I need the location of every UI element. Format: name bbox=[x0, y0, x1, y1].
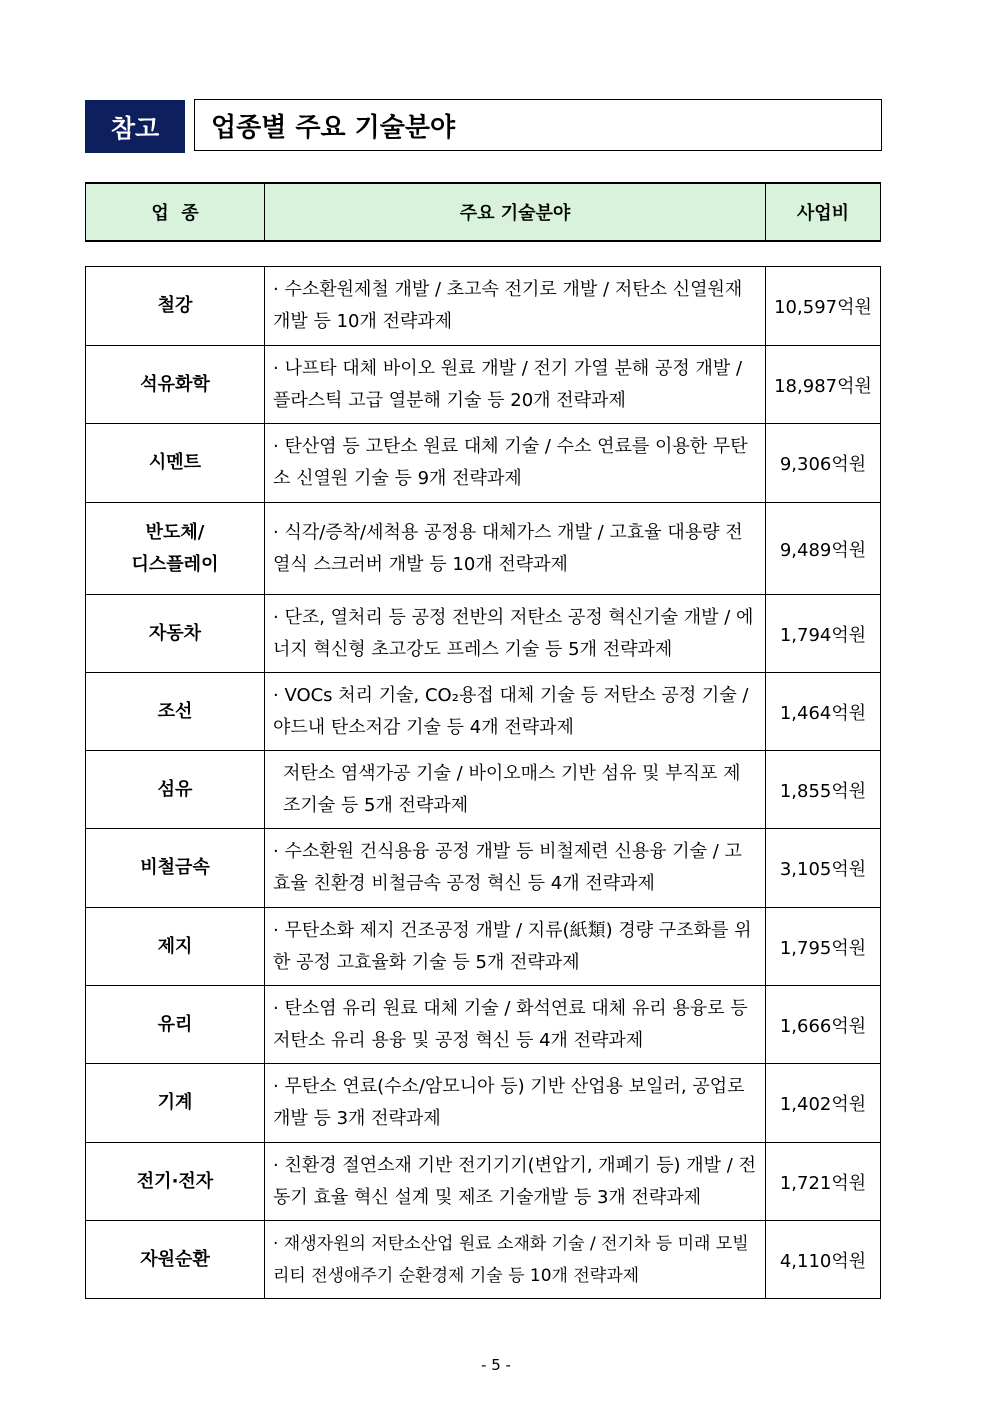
tech-cell: · 무탄소화 제지 건조공정 개발 / 지류(紙類) 경량 구조화를 위한 공정 고효율화 기술 등 5개 전략과제 bbox=[265, 908, 766, 986]
industry-cell: 섬유 bbox=[86, 751, 265, 829]
table-row bbox=[86, 346, 881, 424]
cost-cell: 1,795억원 bbox=[766, 908, 881, 986]
tech-cell: · VOCs 처리 기술, CO₂용접 대체 기술 등 저탄소 공정 기술 / 야드내 탄소저감 기술 등 4개 전략과제 bbox=[265, 673, 766, 751]
industry-cell: 유리 bbox=[86, 986, 265, 1064]
table-row bbox=[86, 829, 881, 908]
tech-cell: · 식각/증착/세척용 공정용 대체가스 개발 / 고효율 대용량 전열식 스크러버 개발 등 10개 전략과제 bbox=[265, 503, 766, 595]
industry-cell: 비철금속 bbox=[86, 829, 265, 908]
tech-cell: · 나프타 대체 바이오 원료 개발 / 전기 가열 분해 공정 개발 / 플라스틱 고급 열분해 기술 등 20개 전략과제 bbox=[265, 346, 766, 424]
table-row bbox=[86, 424, 881, 503]
industry-cell: 기계 bbox=[86, 1064, 265, 1143]
industry-cell: 철강 bbox=[86, 267, 265, 346]
table-row bbox=[86, 1064, 881, 1143]
cost-cell: 1,794억원 bbox=[766, 595, 881, 673]
tech-cell: · 무탄소 연료(수소/암모니아 등) 기반 산업용 보일러, 공업로 개발 등 3개 전략과제 bbox=[265, 1064, 766, 1143]
cost-cell: 1,464억원 bbox=[766, 673, 881, 751]
column-header-industry: 업 종 bbox=[86, 183, 265, 241]
tech-cell: 저탄소 염색가공 기술 / 바이오매스 기반 섬유 및 부직포 제조기술 등 5개 전략과제 bbox=[265, 751, 766, 829]
cost-cell: 18,987억원 bbox=[766, 346, 881, 424]
cost-cell: 10,597억원 bbox=[766, 267, 881, 346]
tech-cell: · 수소환원제철 개발 / 초고속 전기로 개발 / 저탄소 신열원재 개발 등 10개 전략과제 bbox=[265, 267, 766, 346]
cost-cell: 9,306억원 bbox=[766, 424, 881, 503]
table-row bbox=[86, 673, 881, 751]
cost-cell: 1,666억원 bbox=[766, 986, 881, 1064]
column-header-cost: 사업비 bbox=[766, 183, 881, 241]
cost-cell: 9,489억원 bbox=[766, 503, 881, 595]
table-row bbox=[86, 986, 881, 1064]
industry-cell: 시멘트 bbox=[86, 424, 265, 503]
page-title bbox=[194, 99, 882, 151]
industry-cell: 자원순환 bbox=[86, 1221, 265, 1299]
industry-cell: 조선 bbox=[86, 673, 265, 751]
reference-badge: 참고 bbox=[85, 100, 185, 153]
table-row bbox=[86, 1221, 881, 1299]
table-header bbox=[85, 182, 881, 242]
tech-cell: · 탄소염 유리 원료 대체 기술 / 화석연료 대체 유리 용융로 등 저탄소 유리 용융 및 공정 혁신 등 4개 전략과제 bbox=[265, 986, 766, 1064]
cost-cell: 4,110억원 bbox=[766, 1221, 881, 1299]
table-row bbox=[86, 1143, 881, 1221]
tech-cell: · 탄산염 등 고탄소 원료 대체 기술 / 수소 연료를 이용한 무탄소 신열원 기술 등 9개 전략과제 bbox=[265, 424, 766, 503]
tech-cell: · 친환경 절연소재 기반 전기기기(변압기, 개폐기 등) 개발 / 전동기 효율 혁신 설계 및 제조 기술개발 등 3개 전략과제 bbox=[265, 1143, 766, 1221]
cost-cell: 3,105억원 bbox=[766, 829, 881, 908]
table-row bbox=[86, 267, 881, 346]
tech-cell: · 재생자원의 저탄소산업 원료 소재화 기술 / 전기차 등 미래 모빌리티 전생애주기 순환경제 기술 등 10개 전략과제 bbox=[265, 1221, 766, 1299]
industry-cell: 자동차 bbox=[86, 595, 265, 673]
tech-table bbox=[85, 266, 881, 1299]
cost-cell: 1,721억원 bbox=[766, 1143, 881, 1221]
page-title-text: 업종별 주요 기술분야 bbox=[211, 112, 456, 143]
tech-cell: · 수소환원 건식용융 공정 개발 등 비철제련 신용융 기술 / 고효율 친환경 비철금속 공정 혁신 등 4개 전략과제 bbox=[265, 829, 766, 908]
tech-cell: · 단조, 열처리 등 공정 전반의 저탄소 공정 혁신기술 개발 / 에너지 혁신형 초고강도 프레스 기술 등 5개 전략과제 bbox=[265, 595, 766, 673]
table-row bbox=[86, 751, 881, 829]
cost-cell: 1,402억원 bbox=[766, 1064, 881, 1143]
page-number: - 5 - bbox=[481, 1356, 511, 1374]
industry-cell: 반도체/ 디스플레이 bbox=[86, 503, 265, 595]
cost-cell: 1,855억원 bbox=[766, 751, 881, 829]
industry-cell: 석유화학 bbox=[86, 346, 265, 424]
column-header-tech: 주요 기술분야 bbox=[265, 183, 766, 241]
industry-cell: 제지 bbox=[86, 908, 265, 986]
table-row bbox=[86, 595, 881, 673]
table-row bbox=[86, 503, 881, 595]
industry-cell: 전기·전자 bbox=[86, 1143, 265, 1221]
table-row bbox=[86, 908, 881, 986]
